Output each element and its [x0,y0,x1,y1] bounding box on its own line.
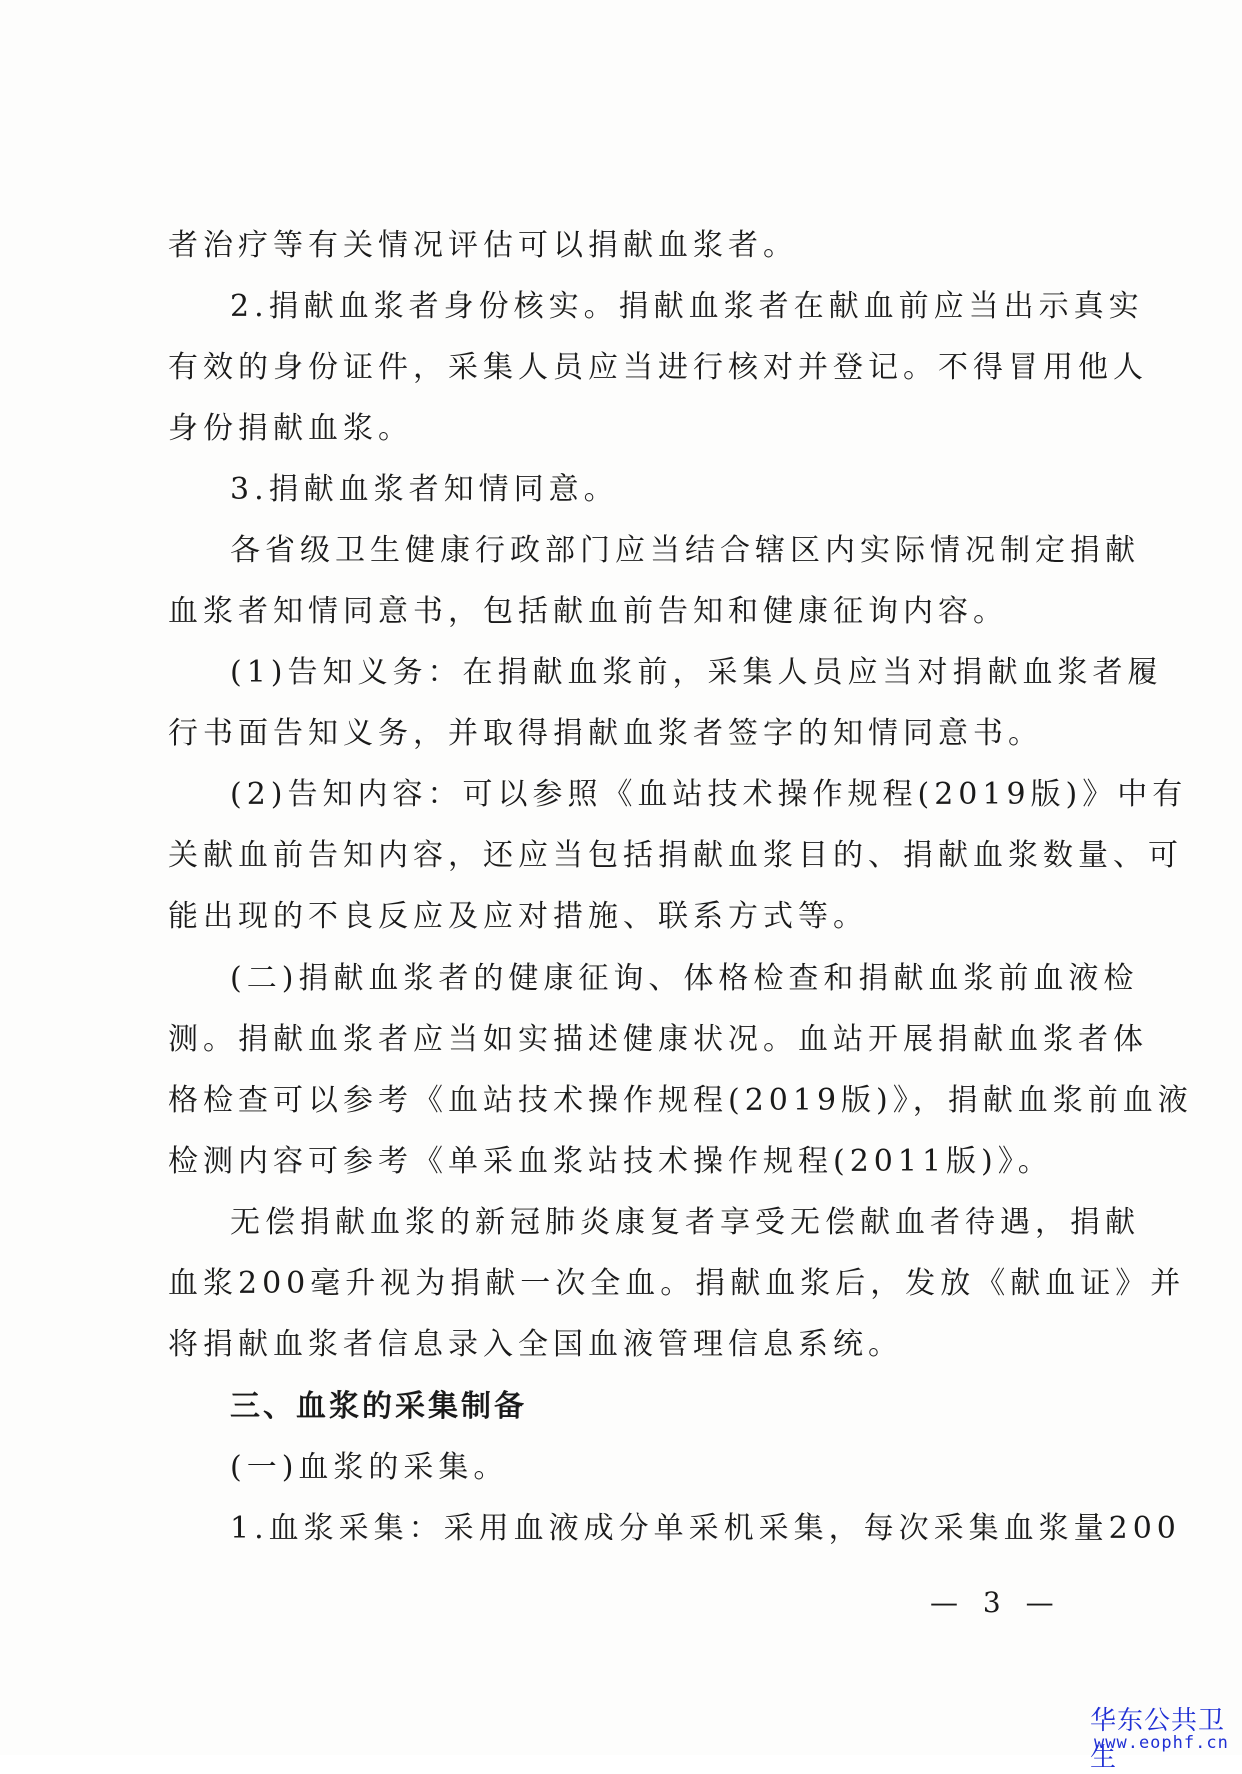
paragraph-line: 1.血浆采集：采用血液成分单采机采集，每次采集血浆量200 [230,1511,1181,1546]
paragraph-line: 血浆者知情同意书，包括献血前告知和健康征询内容。 [168,594,1008,629]
paragraph-line: 无偿捐献血浆的新冠肺炎康复者享受无偿献血者待遇，捐献 [230,1205,1140,1240]
watermark-site-url: www.eophf.cn [1094,1733,1229,1753]
paragraph-line: 关献血前告知内容，还应当包括捐献血浆目的、捐献血浆数量、可 [168,838,1183,873]
paragraph-line: 2.捐献血浆者身份核实。捐献血浆者在献血前应当出示真实 [230,289,1144,324]
paragraph-line: 血浆200毫升视为捐献一次全血。捐献血浆后，发放《献血证》并 [168,1266,1186,1301]
paragraph-line: (1)告知义务：在捐献血浆前，采集人员应当对捐献血浆者履 [230,655,1163,690]
section-heading: 三、血浆的采集制备 [230,1389,527,1424]
paragraph-line: 有效的身份证件，采集人员应当进行核对并登记。不得冒用他人 [168,350,1148,385]
paragraph-line: 将捐献血浆者信息录入全国血液管理信息系统。 [168,1327,903,1362]
paragraph-line: 格检查可以参考《血站技术操作规程(2019版)》，捐献血浆前血液 [168,1083,1193,1118]
subsection-heading: (一)血浆的采集。 [230,1450,509,1485]
paragraph-line: 3.捐献血浆者知情同意。 [230,472,619,507]
paragraph-line: 测。捐献血浆者应当如实描述健康状况。血站开展捐献血浆者体 [168,1022,1148,1057]
paragraph-line: 能出现的不良反应及应对措施、联系方式等。 [168,899,868,934]
watermark-site-name: 华东公共卫生 [1090,1706,1226,1773]
page-number: — 3 — [930,1586,1062,1619]
paragraph-line: 检测内容可参考《单采血浆站技术操作规程(2011版)》。 [168,1144,1053,1179]
paragraph-line: 行书面告知义务，并取得捐献血浆者签字的知情同意书。 [168,716,1043,751]
paragraph-line: (二)捐献血浆者的健康征询、体格检查和捐献血浆前血液检 [230,961,1139,996]
paragraph-line: 身份捐献血浆。 [168,411,413,446]
paragraph-line: (2)告知内容：可以参照《血站技术操作规程(2019版)》中有 [230,777,1188,812]
paragraph-line: 各省级卫生健康行政部门应当结合辖区内实际情况制定捐献 [230,533,1140,568]
paragraph-line: 者治疗等有关情况评估可以捐献血浆者。 [168,228,798,263]
